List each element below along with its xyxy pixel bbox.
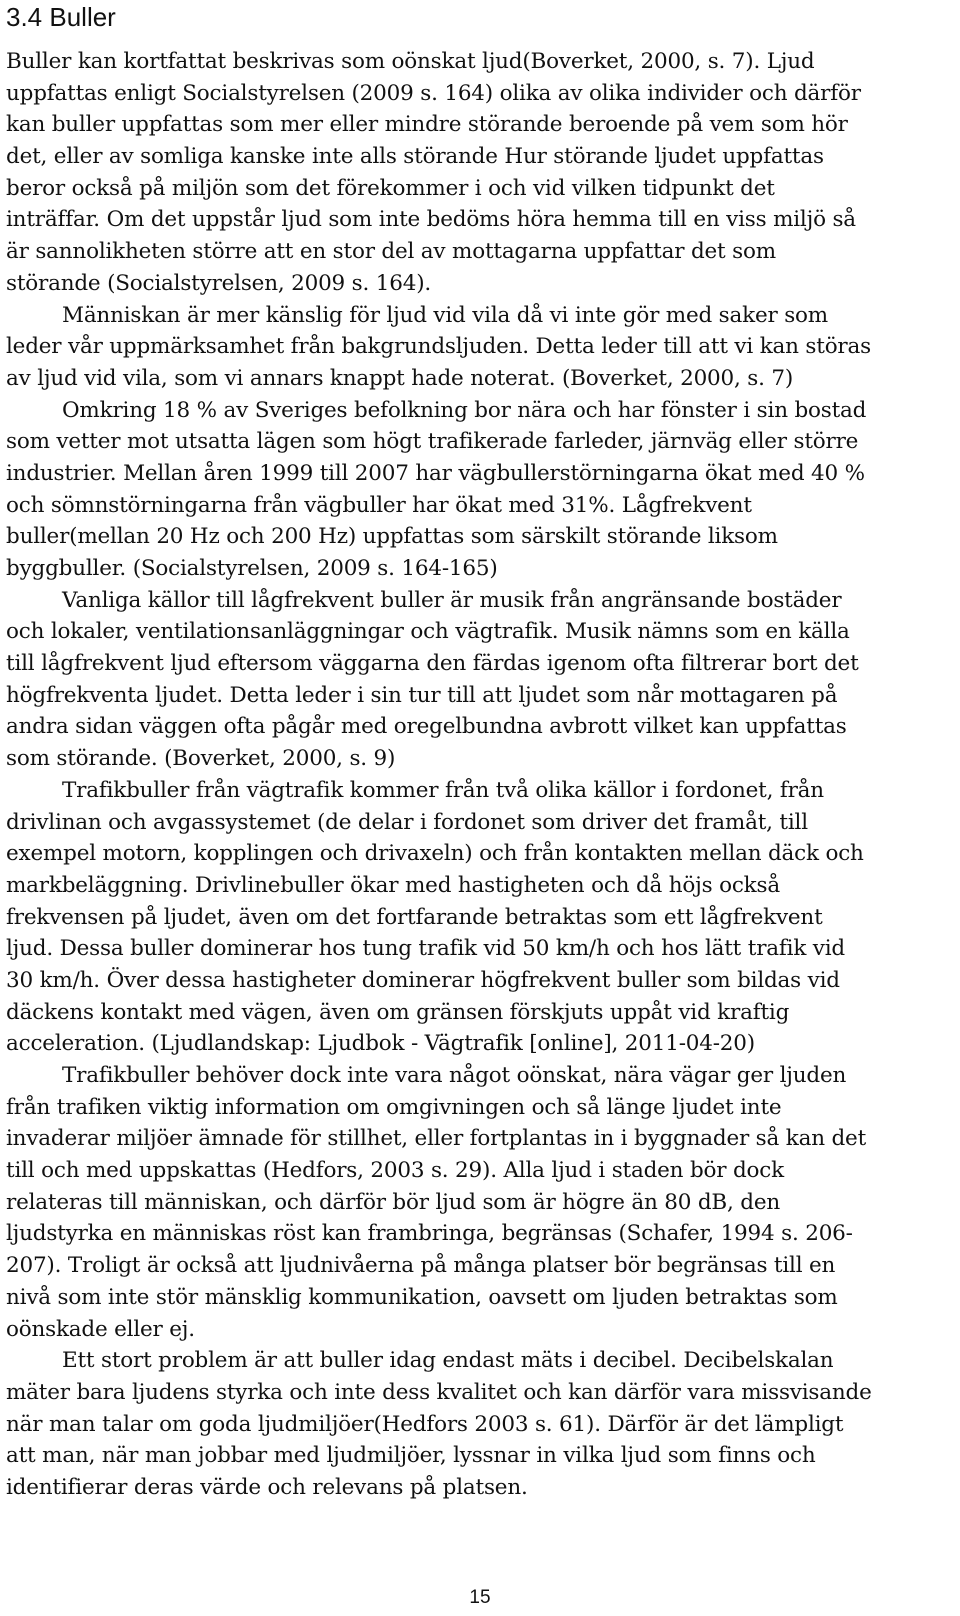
- text-line: drivlinan och avgassystemet (de delar i fordonet som driver det framåt, till: [6, 809, 808, 835]
- text-line: identifierar deras värde och relevans på platsen.: [6, 1474, 528, 1500]
- text-line: leder vår uppmärksamhet från bakgrundsljuden. Detta leder till att vi kan störas: [6, 334, 871, 360]
- text-line: från trafiken viktig information om omgivningen och så länge ljudet inte: [6, 1094, 782, 1120]
- text-line: och sömnstörningarna från vägbuller har ökat med 31%. Lågfrekvent: [6, 492, 752, 518]
- text-line: markbeläggning. Drivlinebuller ökar med hastigheten och då höjs också: [6, 872, 780, 898]
- paragraph: [6, 1345, 956, 1503]
- text-line: Vanliga källor till lågfrekvent buller är musik från angränsande bostäder: [62, 587, 842, 613]
- paragraph: [6, 1060, 956, 1345]
- text-line: 30 km/h. Över dessa hastigheter dominerar högfrekvent buller som bildas vid: [6, 967, 840, 993]
- text-line: när man talar om goda ljudmiljöer(Hedfors 2003 s. 61). Därför är det lämpligt: [6, 1411, 844, 1437]
- text-line: däckens kontakt med vägen, även om gränsen förskjuts uppåt vid kraftig: [6, 999, 790, 1025]
- text-line: frekvensen på ljudet, även om det fortfarande betraktas som ett lågfrekvent: [6, 904, 823, 930]
- paragraph: [6, 46, 956, 300]
- text-line: det, eller av somliga kanske inte alls störande Hur störande ljudet uppfattas: [6, 144, 824, 170]
- body-text: [6, 46, 956, 1504]
- text-line: Trafikbuller behöver dock inte vara något oönskat, nära vägar ger ljuden: [62, 1063, 847, 1088]
- text-line: som vetter mot utsatta lägen som högt trafikerade farleder, järnväg eller större: [6, 429, 859, 455]
- text-line: acceleration. (Ljudlandskap: Ljudbok - Vägtrafik [online], 2011-04-20): [6, 1031, 755, 1057]
- text-line: ljudstyrka en människas röst kan frambringa, begränsas (Schafer, 1994 s. 206-: [6, 1221, 853, 1247]
- text-line: uppfattas enligt Socialstyrelsen (2009 s. 164) olika av olika individer och därför: [6, 80, 861, 106]
- text-line: buller(mellan 20 Hz och 200 Hz) uppfattas som särskilt störande liksom: [6, 524, 778, 550]
- text-line: högfrekventa ljudet. Detta leder i sin tur till att ljudet som når mottagaren på: [6, 682, 838, 708]
- text-line: byggbuller. (Socialstyrelsen, 2009 s. 164-165): [6, 556, 498, 581]
- text-line: Människan är mer känslig för ljud vid vila då vi inte gör med saker som: [62, 302, 828, 328]
- page-number: 15: [469, 1587, 491, 1608]
- text-line: oönskade eller ej.: [6, 1316, 195, 1342]
- text-line: invaderar miljöer ämnade för stillhet, eller fortplantas in i byggnader så kan det: [6, 1126, 867, 1152]
- text-line: Trafikbuller från vägtrafik kommer från två olika källor i fordonet, från: [62, 777, 824, 803]
- paragraph: [6, 585, 956, 775]
- text-line: nivå som inte stör mänsklig kommunikation, oavsett om ljuden betraktas som: [6, 1284, 838, 1310]
- text-line: och lokaler, ventilationsanläggningar och vägtrafik. Musik nämns som en källa: [6, 619, 850, 645]
- text-line: ljud. Dessa buller dominerar hos tung trafik vid 50 km/h och hos lätt trafik vid: [6, 936, 845, 962]
- text-line: industrier. Mellan åren 1999 till 2007 har vägbullerstörningarna ökat med 40 %: [6, 460, 865, 486]
- paragraph: [6, 300, 956, 395]
- paragraph: [6, 395, 956, 585]
- text-line: Ett stort problem är att buller idag endast mäts i decibel. Decibelskalan: [62, 1348, 834, 1374]
- text-line: kan buller uppfattas som mer eller mindre störande beroende på vem som hör: [6, 112, 848, 138]
- paragraph: [6, 775, 956, 1060]
- text-line: andra sidan väggen ofta pågår med oregelbundna avbrott vilket kan uppfattas: [6, 714, 847, 740]
- text-line: Buller kan kortfattat beskrivas som oönskat ljud(Boverket, 2000, s. 7). Ljud: [6, 49, 815, 74]
- text-line: Omkring 18 % av Sveriges befolkning bor nära och har fönster i sin bostad: [62, 397, 867, 423]
- text-line: är sannolikheten större att en stor del av mottagarna uppfattar det som: [6, 239, 776, 265]
- text-line: störande (Socialstyrelsen, 2009 s. 164).: [6, 270, 432, 296]
- text-line: mäter bara ljudens styrka och inte dess kvalitet och kan därför vara missvisande: [6, 1379, 872, 1405]
- text-line: exempel motorn, kopplingen och drivaxeln) och från kontakten mellan däck och: [6, 841, 864, 867]
- text-line: att man, när man jobbar med ljudmiljöer, lyssnar in vilka ljud som finns och: [6, 1443, 816, 1469]
- text-line: beror också på miljön som det förekommer i och vid vilken tidpunkt det: [6, 175, 775, 201]
- text-line: som störande. (Boverket, 2000, s. 9): [6, 746, 396, 772]
- section-heading: 3.4 Buller: [6, 2, 116, 32]
- text-line: till lågfrekvent ljud eftersom väggarna den färdas igenom ofta filtrerar bort det: [6, 651, 859, 677]
- text-line: inträffar. Om det uppstår ljud som inte bedöms höra hemma till en viss miljö så: [6, 207, 856, 233]
- text-line: 207). Troligt är också att ljudnivåerna på många platser bör begränsas till en: [6, 1253, 836, 1279]
- text-line: av ljud vid vila, som vi annars knappt hade noterat. (Boverket, 2000, s. 7): [6, 365, 794, 391]
- text-line: till och med uppskattas (Hedfors, 2003 s. 29). Alla ljud i staden bör dock: [6, 1158, 784, 1184]
- text-line: relateras till människan, och därför bör ljud som är högre än 80 dB, den: [6, 1189, 781, 1215]
